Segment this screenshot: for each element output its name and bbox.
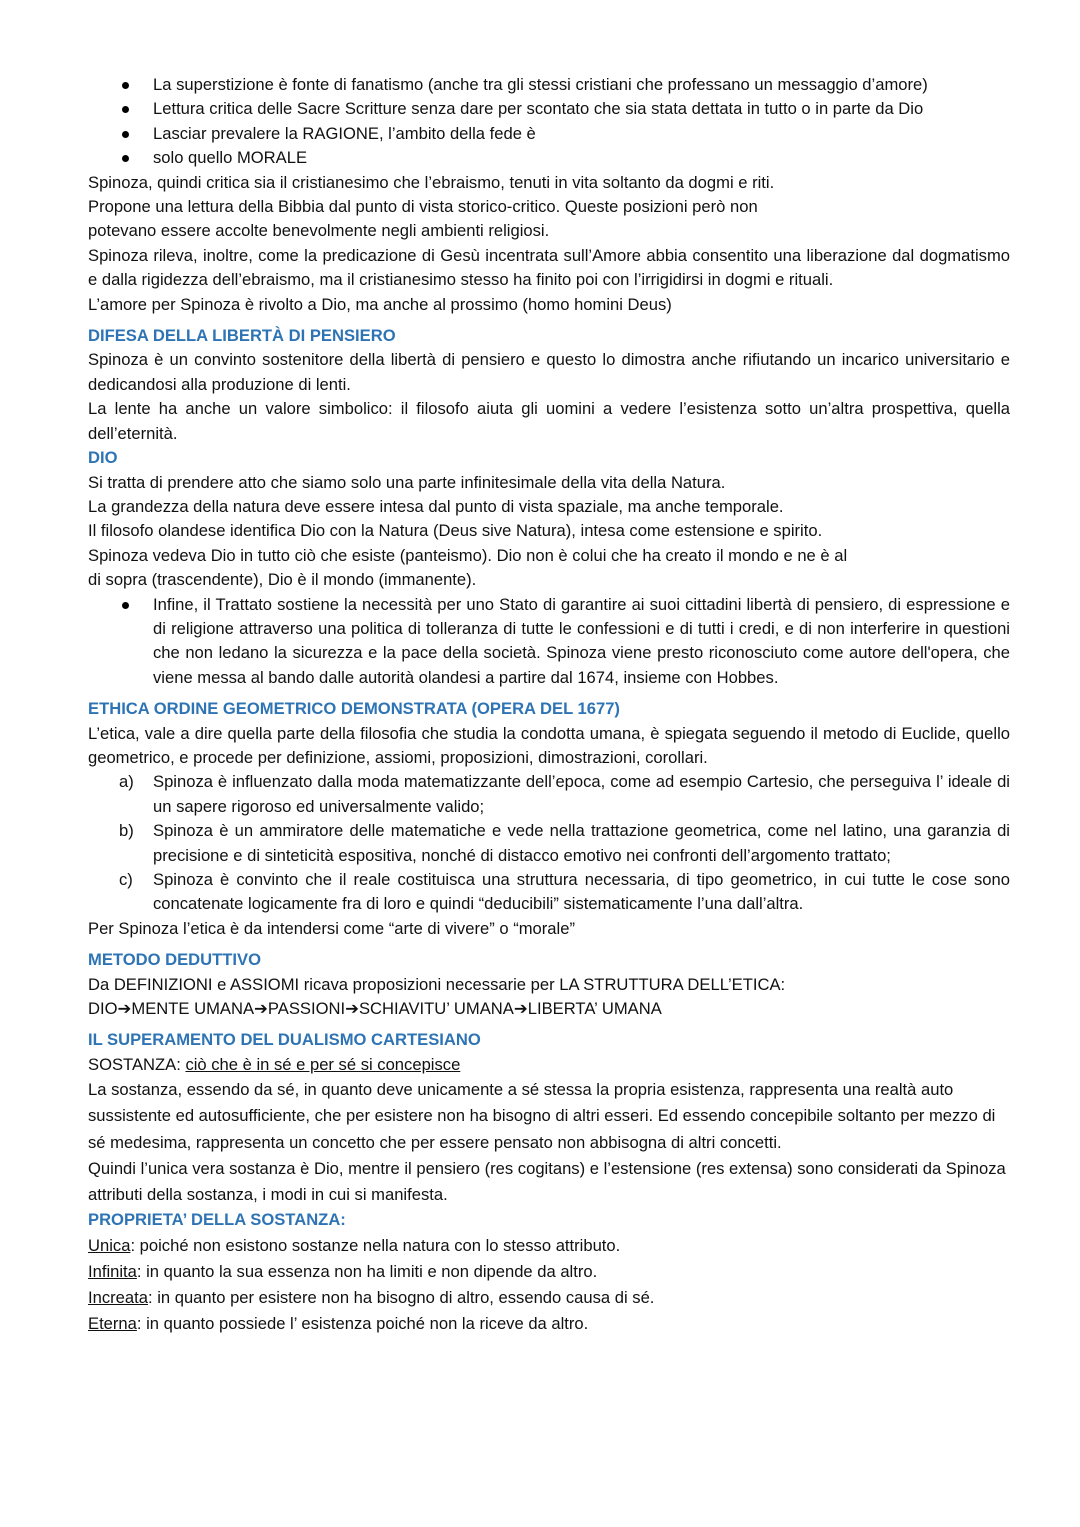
property-line: [88, 1233, 1010, 1259]
paragraph: La lente ha anche un valore simbolico: il filosofo aiuta gli uomini a vedere l’esistenza sotto un’altra prospettiva, quella dell’eternità.: [88, 399, 1010, 443]
bullet-item: Lasciar prevalere la RAGIONE, l’ambito della fede è: [88, 122, 1010, 146]
paragraph: L’amore per Spinoza è rivolto a Dio, ma anche al prossimo (homo homini Deus): [88, 294, 672, 314]
paragraph: Propone una lettura della Bibbia dal punto di vista storico-critico. Queste posizioni però non: [88, 197, 758, 217]
section-heading: IL SUPERAMENTO DEL DUALISMO CARTESIANO: [88, 1030, 481, 1050]
list-item-text: Spinoza è convinto che il reale costituisca una struttura necessaria, di tipo geometrico, in cui tutte le cose sono concatenate logicamente fra di loro e quindi “deducibili” sistematicamente l’una dall’altra.: [153, 870, 1010, 914]
paragraph: Spinoza vedeva Dio in tutto ciò che esiste (panteismo). Dio non è colui che ha creato il mondo e ne è al: [88, 545, 848, 565]
paragraph: La grandezza della natura deve essere intesa dal punto di vista spaziale, ma anche temporale.: [88, 496, 784, 516]
property-text: : in quanto la sua essenza non ha limiti e non dipende da altro.: [136, 1261, 598, 1281]
list-item-text: Spinoza è un ammiratore delle matematiche e vede nella trattazione geometrica, come nel latino, una garanzia di precisione e di sinteticità espositiva, nonché di distacco emotivo nei confronti dell’argomento trattato;: [153, 821, 1010, 865]
bullet-item: Infine, il Trattato sostiene la necessità per uno Stato di garantire ai suoi cittadini libertà di pensiero, di espressione e di religione attraverso una politica di tolleranza di tutte le confessioni e di tutti i credi, e di non interferire in questioni che non ledano la sicurezza e la pace della società. Spinoza viene presto riconosciuto come autore dell'opera, che viene messa al bando dalle autorità olandesi a partire dal 1674, insieme con Hobbes.: [88, 593, 1010, 691]
list-item-text: Spinoza è influenzato dalla moda matematizzante dell’epoca, come ad esempio Cartesio, che perseguiva l’ ideale di un sapere rigoroso ed universalmente valido;: [153, 772, 1010, 816]
bullet-item: solo quello MORALE: [88, 146, 1010, 170]
paragraph: Quindi l’unica vera sostanza è Dio, mentre il pensiero (res cogitans) e l’estensione (res extensa) sono considerati da Spinoza attributi della sostanza, i modi in cui si manifesta.: [88, 1158, 1006, 1205]
list-item: [88, 868, 1010, 917]
sostanza-label: SOSTANZA:: [88, 1054, 186, 1074]
section-heading: METODO DEDUTTIVO: [88, 950, 262, 970]
bullet-list-top: [88, 73, 1010, 171]
bullet-list-trattato: [88, 593, 1010, 691]
property-term: Increata: [88, 1288, 148, 1308]
list-marker: c): [119, 870, 133, 889]
paragraph: Da DEFINIZIONI e ASSIOMI ricava proposizioni necessarie per LA STRUTTURA DELL’ETICA:: [88, 974, 786, 994]
sostanza-definition: ciò che è in sé e per sé si concepisce: [185, 1054, 461, 1074]
document-page: [88, 73, 1010, 1337]
paragraph: di sopra (trascendente), Dio è il mondo (immanente).: [88, 570, 477, 590]
property-term: Infinita: [88, 1261, 137, 1281]
list-marker: b): [119, 821, 134, 841]
section-heading: ETHICA ORDINE GEOMETRICO DEMONSTRATA (OPERA DEL 1677): [88, 699, 620, 719]
list-item: [88, 770, 1010, 819]
paragraph: potevano essere accolte benevolmente negli ambienti religiosi.: [88, 221, 550, 241]
section-heading: DIO: [88, 448, 118, 468]
property-line: [88, 1311, 1010, 1337]
property-text: : poiché non esistono sostanze nella natura con lo stesso attributo.: [130, 1235, 621, 1255]
paragraph: Si tratta di prendere atto che siamo solo una parte infinitesimale della vita della Natura.: [88, 472, 726, 492]
paragraph: Il filosofo olandese identifica Dio con la Natura (Deus sive Natura), intesa come estensione e spirito.: [88, 521, 823, 541]
property-line: [88, 1285, 1010, 1311]
bullet-item: Lettura critica delle Sacre Scritture senza dare per scontato che sia stata dettata in tutto o in parte da Dio: [88, 97, 1010, 121]
paragraph: L’etica, vale a dire quella parte della filosofia che studia la condotta umana, è spiegata seguendo il metodo di Euclide, quello geometrico, e procede per definizione, assiomi, proposizioni, dimostrazioni, corollari.: [88, 723, 1010, 767]
property-term: Unica: [88, 1235, 131, 1255]
lettered-list: [88, 770, 1010, 916]
paragraph: DIO➔MENTE UMANA➔PASSIONI➔SCHIAVITU’ UMANA➔LIBERTA’ UMANA: [88, 999, 662, 1019]
paragraph: Per Spinoza l’etica è da intendersi come “arte di vivere” o “morale”: [88, 918, 575, 938]
property-text: : in quanto per esistere non ha bisogno di altro, essendo causa di sé.: [147, 1288, 655, 1308]
section-heading: DIFESA DELLA LIBERTÀ DI PENSIERO: [88, 326, 396, 346]
property-line: [88, 1259, 1010, 1285]
list-item: [88, 819, 1010, 868]
paragraph: La sostanza, essendo da sé, in quanto deve unicamente a sé stessa la propria esistenza, rappresenta una realtà auto sussistente ed autosufficiente, che per esistere non ha bisogno di altri esseri. Ed essendo concepibile soltanto per mezzo di sé medesima, rappresenta un concetto che per essere pensato non abbisogna di altri concetti.: [88, 1080, 996, 1152]
paragraph: [88, 1053, 1010, 1077]
paragraph: Spinoza, quindi critica sia il cristianesimo che l’ebraismo, tenuti in vita soltanto da dogmi e riti.: [88, 172, 775, 192]
list-marker: a): [119, 772, 134, 792]
property-term: Eterna: [88, 1314, 137, 1334]
bullet-item: La superstizione è fonte di fanatismo (anche tra gli stessi cristiani che professano un messaggio d’amore): [88, 73, 1010, 97]
paragraph: Spinoza rileva, inoltre, come la predicazione di Gesù incentrata sull’Amore abbia consentito una liberazione dal dogmatismo e dalla rigidezza dell’ebraismo, ma il cristianesimo stesso ha finito poi con l’irrigidirsi in dogmi e rituali.: [88, 245, 1010, 290]
paragraph: Spinoza è un convinto sostenitore della libertà di pensiero e questo lo dimostra anche rifiutando un incarico universitario e dedicandosi alla produzione di lenti.: [88, 350, 1010, 394]
property-text: : in quanto possiede l’ esistenza poiché non la riceve da altro.: [136, 1314, 589, 1334]
section-heading: PROPRIETA’ DELLA SOSTANZA:: [88, 1210, 346, 1230]
